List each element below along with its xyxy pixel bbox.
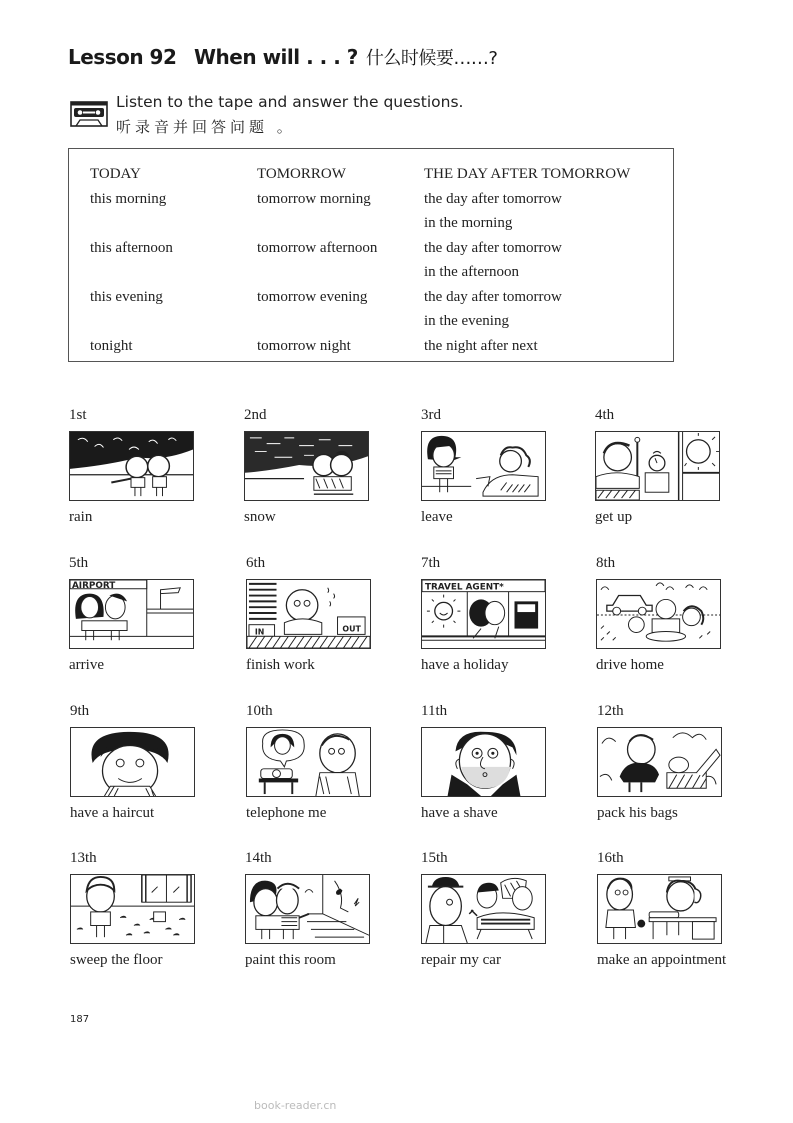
table-cell: the day after tomorrow [424,190,562,207]
picture-cell-8 [596,555,736,677]
svg-text:AIRPORT: AIRPORT [71,580,116,591]
table-cell: tomorrow night [257,337,351,354]
picture-cell-9 [70,703,210,825]
table-cell: tonight [90,337,133,354]
drive-home-illustration [596,579,721,649]
picture-cell-11 [421,703,561,825]
table-cell: this afternoon [90,239,173,256]
table-cell: tomorrow afternoon [257,239,378,256]
instruction-text-cn: 听录音并回答问题 。 [116,118,296,136]
ordinal-label: 11th [421,703,448,719]
picture-cell-6 [246,555,386,677]
caption: snow [244,509,276,525]
finish-work-illustration [246,579,371,649]
table-cell: in the evening [424,313,509,329]
telephone-me-illustration [246,727,371,797]
table-cell [90,211,173,236]
ordinal-label: 6th [246,555,266,571]
table-cell [257,211,377,236]
table-cell [90,309,173,334]
ordinal-label: 7th [421,555,441,571]
svg-text:IN: IN [254,627,265,637]
caption: have a haircut [70,805,155,821]
picture-cell-13 [70,850,210,972]
table-cell: in the afternoon [424,264,519,280]
ordinal-label: 3rd [421,407,441,423]
picture-cell-4 [595,407,735,529]
picture-cell-14 [245,850,385,972]
column-header: TODAY [90,166,141,182]
ordinal-label: 5th [69,555,89,571]
leave-illustration [421,431,546,501]
table-cell: tomorrow evening [257,288,368,305]
ordinal-label: 10th [246,703,273,719]
lesson-title-cn: 什么时候要……? [365,48,498,69]
picture-cell-5 [69,555,209,677]
table-cell: the night after next [424,337,538,354]
table-cell: in the morning [424,215,513,231]
ordinal-label: 12th [597,703,624,719]
page-number: 187 [70,1014,90,1025]
table-cell: tomorrow morning [257,190,371,207]
have-a-haircut-illustration [70,727,195,797]
ordinal-label: 2nd [244,407,267,423]
sweep-the-floor-illustration [70,874,195,944]
picture-cell-2 [244,407,384,529]
column-header: THE DAY AFTER TOMORROW [424,166,631,182]
caption: arrive [69,657,104,673]
column-day-after-tomorrow [424,162,630,358]
picture-cell-16 [597,850,737,972]
column-today [90,162,173,358]
rain-illustration [69,431,194,501]
picture-cell-15 [421,850,561,972]
ordinal-label: 16th [597,850,624,866]
caption: rain [69,509,93,525]
ordinal-label: 1st [69,407,87,423]
get-up-illustration [595,431,720,501]
lesson-title [68,44,497,70]
arrive-illustration [69,579,194,649]
paint-this-room-illustration [245,874,370,944]
have-a-shave-illustration [421,727,546,797]
svg-text:TRAVEL AGENT*: TRAVEL AGENT* [424,582,504,593]
instruction-text-en: Listen to the tape and answer the questions. [116,93,464,111]
caption: drive home [596,657,664,673]
lesson-number: Lesson 92 [68,45,177,69]
table-cell [90,260,173,285]
cassette-tape-icon [70,101,108,127]
picture-cell-10 [246,703,386,825]
ordinal-label: 14th [245,850,272,866]
table-cell: the day after tomorrow [424,239,562,256]
lesson-title-en: When will . . . ? [194,45,358,69]
caption: finish work [246,657,315,673]
snow-illustration [244,431,369,501]
caption: telephone me [246,805,327,821]
table-cell [257,309,377,334]
caption: get up [595,509,633,525]
ordinal-label: 13th [70,850,97,866]
caption: sweep the floor [70,952,163,968]
picture-cell-1 [69,407,209,529]
watermark: book-reader.cn [254,1099,337,1112]
svg-text:OUT: OUT [342,624,361,634]
picture-cell-7 [421,555,561,677]
caption: have a holiday [421,657,509,673]
ordinal-label: 8th [596,555,616,571]
caption: paint this room [245,952,336,968]
caption: pack his bags [597,805,678,821]
table-cell [257,260,377,285]
column-header: TOMORROW [257,166,346,182]
picture-cell-3 [421,407,561,529]
caption: repair my car [421,952,501,968]
have-a-holiday-illustration [421,579,546,649]
table-cell: the day after tomorrow [424,288,562,305]
ordinal-label: 15th [421,850,448,866]
table-cell: this evening [90,288,163,305]
pack-his-bags-illustration [597,727,722,797]
picture-cell-12 [597,703,737,825]
ordinal-label: 9th [70,703,90,719]
column-tomorrow [257,162,377,358]
time-expressions-table [68,148,674,362]
caption: leave [421,509,453,525]
caption: have a shave [421,805,498,821]
repair-my-car-illustration [421,874,546,944]
ordinal-label: 4th [595,407,615,423]
table-cell: this morning [90,190,167,207]
caption: make an appointment [597,952,727,968]
make-an-appointment-illustration [597,874,722,944]
